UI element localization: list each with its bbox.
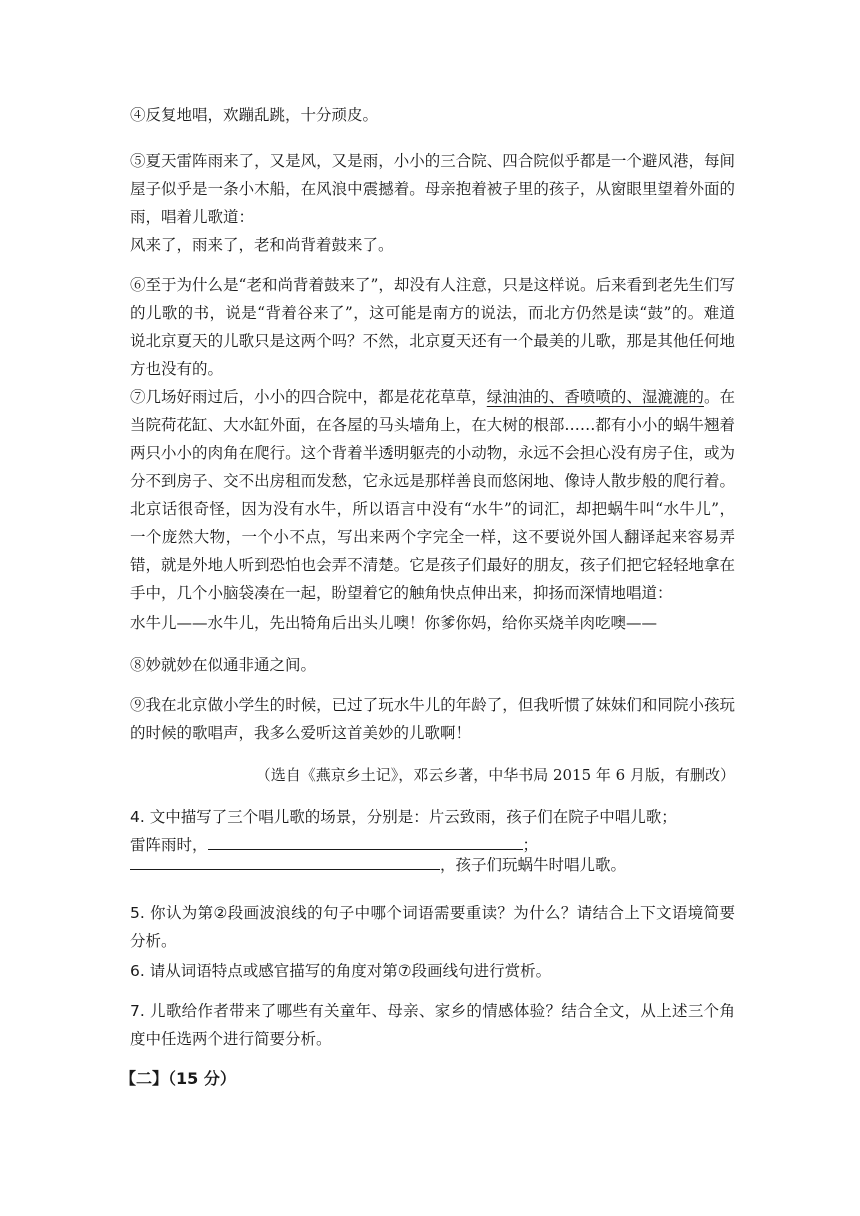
answer-blank-2[interactable] xyxy=(130,851,440,870)
question-4-line-3 xyxy=(130,851,735,879)
question-6: 6. 请从词语特点或感官描写的角度对第⑦段画线句进行赏析。 xyxy=(130,962,552,980)
paragraph-8: ⑧妙就妙在似通非通之间。 xyxy=(130,656,317,674)
paragraph-7-underlined-phrase: 绿油油的、香喷喷的、湿漉漉的 xyxy=(486,388,704,406)
question-4-suffix: ，孩子们玩蜗牛时唱儿歌。 xyxy=(440,856,627,874)
paragraph-7-text-a: ⑦几场好雨过后，小小的四合院中，都是花花草草， xyxy=(130,388,487,406)
answer-blank-1[interactable] xyxy=(208,831,523,850)
question-4-line-1: 4. 文中描写了三个唱儿歌的场景，分别是：片云致雨，孩子们在院子中唱儿歌； xyxy=(130,808,677,826)
paragraph-6: ⑥至于为什么是“老和尚背着鼓来了”，却没有人注意，只是这样说。后来看到老先生们写的儿歌的书，说是“背着谷来了”，这可能是南方的说法，而北方仍然是读“鼓”的。难道说北京夏天的儿歌只是这两个吗？不然，北京夏天还有一个最美的儿歌，那是其他任何地方也没有的。 xyxy=(130,276,735,378)
paragraph-7 xyxy=(130,383,735,607)
song-line-1: 风来了，雨来了，老和尚背着鼓来了。 xyxy=(130,236,394,254)
paragraph-4: ④反复地唱，欢蹦乱跳，十分顽皮。 xyxy=(130,106,379,124)
question-4-prefix: 雷阵雨时， xyxy=(130,836,208,854)
paragraph-7-text-b: 。在当院荷花缸、大水缸外面，在各屋的马头墙角上，在大树的根部……都有小小的蜗牛翘着两只小小的肉角在爬行。这个背着半透明躯壳的小动物，永远不会担心没有房子住，或为分不到房子、交不出房租而发愁，它永远是那样善良而悠闲地、像诗人散步般的爬行着。北京话很奇怪，因为没有水牛，所以语言中没有“水牛”的词汇，却把蜗牛叫“水牛儿”，一个庞然大物，一个小不点，写出来两个字完全一样，这不要说外国人翻译起来容易弄错，就是外地人听到恐怕也会弄不清楚。它是孩子们最好的朋友，孩子们把它轻轻地拿在手中，几个小脑袋凑在一起，盼望着它的触角快点伸出来，抑扬而深情地唱道： xyxy=(130,388,735,602)
paragraph-9: ⑨我在北京做小学生的时候，已过了玩水牛儿的年龄了，但我听惯了妹妹们和同院小孩玩的时候的歌唱声，我多么爱听这首美妙的儿歌啊！ xyxy=(130,696,735,742)
section-heading: 【二】（15 分） xyxy=(120,1069,236,1088)
question-4-semicolon: ； xyxy=(522,836,539,854)
song-line-2: 水牛儿——水牛儿，先出犄角后出头儿噢！你爹你妈，给你买烧羊肉吃噢—— xyxy=(130,614,658,632)
paragraph-5: ⑤夏天雷阵雨来了，又是风，又是雨，小小的三合院、四合院似乎都是一个避风港，每间屋子似乎是一条小木船，在风浪中震撼着。母亲抱着被子里的孩子，从窗眼里望着外面的雨，唱着儿歌道： xyxy=(130,152,735,226)
question-5: 5. 你认为第②段画波浪线的句子中哪个词语需要重读？为什么？请结合上下文语境简要分析。 xyxy=(130,904,735,950)
question-7: 7. 儿歌给作者带来了哪些有关童年、母亲、家乡的情感体验？结合全文，从上述三个角度中任选两个进行简要分析。 xyxy=(130,1002,735,1048)
source-citation: （选自《燕京乡土记》，邓云乡著，中华书局 2015 年 6 月版，有删改） xyxy=(255,766,735,784)
